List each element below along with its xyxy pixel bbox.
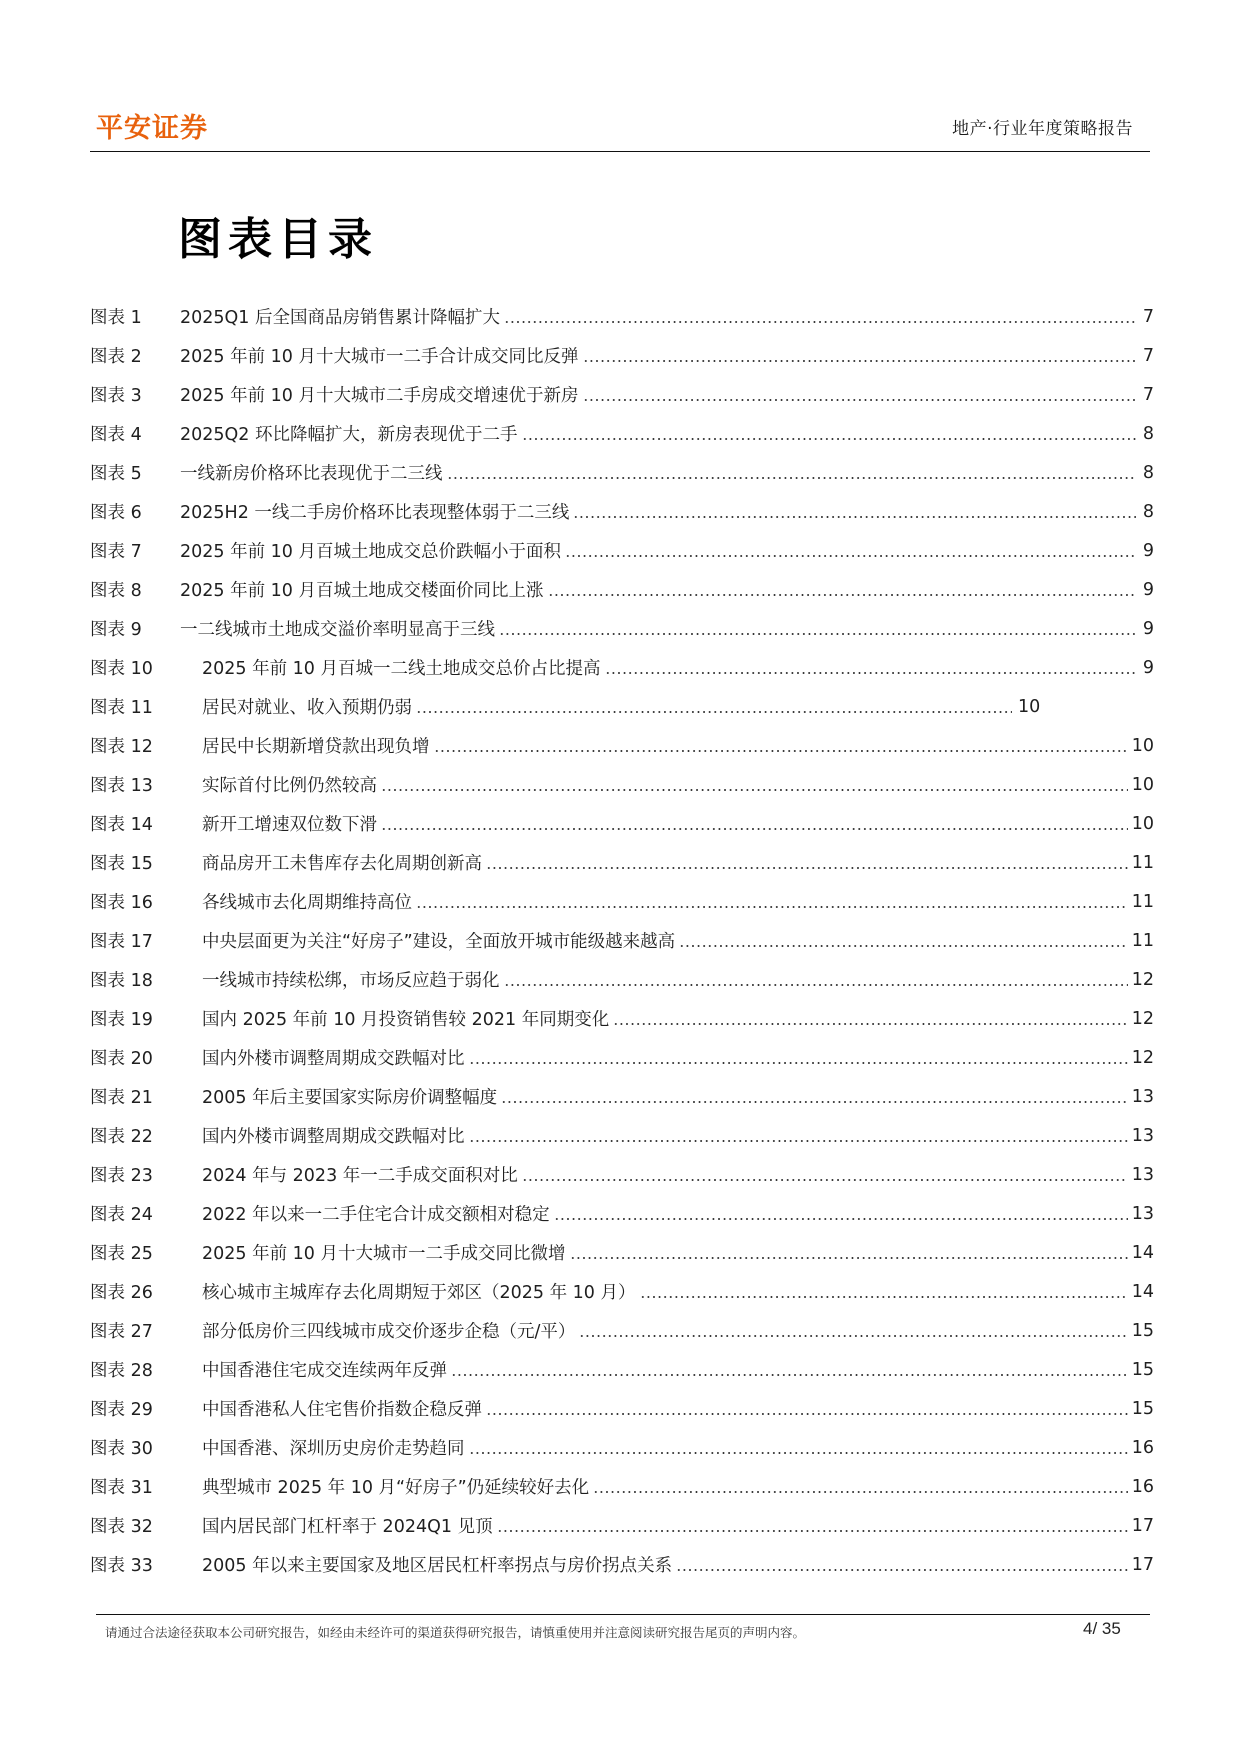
page-number[interactable]: 10: [1131, 774, 1154, 795]
figure-label: 图表 11: [90, 698, 153, 718]
page-number[interactable]: 8: [1142, 501, 1154, 522]
figure-title[interactable]: 居民中长期新增贷款出现负增: [202, 737, 430, 757]
figure-title[interactable]: 一线城市持续松绑，市场反应趋于弱化: [202, 971, 500, 991]
figure-label: 图表 5: [90, 464, 142, 484]
toc-entry[interactable]: [90, 414, 1154, 453]
figure-label: 图表 31: [90, 1478, 153, 1498]
dot-leader: [640, 1296, 1128, 1298]
toc-entry[interactable]: [90, 336, 1154, 375]
page-number[interactable]: 9: [1142, 618, 1154, 639]
dot-leader: [613, 1023, 1128, 1025]
figure-title[interactable]: 2025 年前 10 月百城土地成交总价跌幅小于面积: [180, 542, 561, 562]
dot-leader: [469, 1062, 1128, 1064]
page-number[interactable]: 11: [1131, 930, 1154, 951]
figure-title[interactable]: 部分低房价三四线城市成交价逐步企稳（元/平）: [202, 1322, 576, 1342]
toc-entry[interactable]: [90, 375, 1154, 414]
dot-leader: [416, 711, 1012, 713]
toc-entry[interactable]: [90, 1545, 1154, 1584]
figure-label: 图表 10: [90, 659, 153, 679]
figure-title[interactable]: 2025 年前 10 月十大城市一二手合计成交同比反弹: [180, 347, 579, 367]
figure-title[interactable]: 实际首付比例仍然较高: [202, 776, 377, 796]
figure-title[interactable]: 一二线城市土地成交溢价率明显高于三线: [180, 620, 495, 640]
toc-entry[interactable]: [90, 687, 1154, 726]
page-number[interactable]: 11: [1131, 852, 1154, 873]
toc-entry[interactable]: [90, 570, 1154, 609]
toc-entry[interactable]: [90, 999, 1154, 1038]
page-number[interactable]: 9: [1142, 579, 1154, 600]
toc-entry[interactable]: [90, 492, 1154, 531]
toc-entry[interactable]: [90, 1389, 1154, 1428]
dot-leader: [486, 867, 1128, 869]
figure-label: 图表 8: [90, 581, 142, 601]
figure-label: 图表 3: [90, 386, 142, 406]
dot-leader: [570, 1257, 1128, 1259]
dot-leader: [554, 1218, 1128, 1220]
dot-leader: [497, 1530, 1128, 1532]
dot-leader: [676, 1569, 1128, 1571]
dot-leader: [416, 906, 1128, 908]
figure-label: 图表 17: [90, 932, 153, 952]
figure-title[interactable]: 新开工增速双位数下滑: [202, 815, 377, 835]
figure-title[interactable]: 国内 2025 年前 10 月投资销售较 2021 年同期变化: [202, 1010, 610, 1030]
dot-leader: [504, 984, 1128, 986]
figure-title[interactable]: 2024 年与 2023 年一二手成交面积对比: [202, 1166, 518, 1186]
toc-entry[interactable]: [90, 531, 1154, 570]
figure-label: 图表 29: [90, 1400, 153, 1420]
page-title: 图表目录: [178, 214, 378, 265]
figure-label: 图表 2: [90, 347, 142, 367]
figure-label: 图表 20: [90, 1049, 153, 1069]
page-number[interactable]: 14: [1131, 1242, 1154, 1263]
figure-title[interactable]: 中央层面更为关注“好房子”建设，全面放开城市能级越来越高: [202, 932, 676, 952]
page-number[interactable]: 10: [1018, 696, 1041, 717]
figure-title[interactable]: 2025H2 一线二手房价格环比表现整体弱于二三线: [180, 503, 570, 523]
figure-title[interactable]: 2022 年以来一二手住宅合计成交额相对稳定: [202, 1205, 550, 1225]
figure-title[interactable]: 核心城市主城库存去化周期短于郊区（2025 年 10 月）: [202, 1283, 636, 1303]
toc-entry[interactable]: [90, 1116, 1154, 1155]
figure-label: 图表 25: [90, 1244, 153, 1264]
dot-leader: [469, 1452, 1128, 1454]
figure-label: 图表 7: [90, 542, 142, 562]
header-divider: [90, 151, 1150, 152]
page-number[interactable]: 14: [1131, 1281, 1154, 1302]
toc-entry[interactable]: [90, 1467, 1154, 1506]
figure-label: 图表 26: [90, 1283, 153, 1303]
figure-title[interactable]: 2025 年前 10 月十大城市二手房成交增速优于新房: [180, 386, 579, 406]
figure-label: 图表 12: [90, 737, 153, 757]
figure-label: 图表 1: [90, 308, 142, 328]
dot-leader: [451, 1374, 1128, 1376]
page-number[interactable]: 9: [1142, 540, 1154, 561]
toc-entry[interactable]: [90, 882, 1154, 921]
dot-leader: [583, 399, 1137, 401]
figure-label: 图表 16: [90, 893, 153, 913]
dot-leader: [548, 594, 1137, 596]
figure-label: 图表 13: [90, 776, 153, 796]
page-number[interactable]: 7: [1142, 345, 1154, 366]
page-number[interactable]: 17: [1131, 1515, 1154, 1536]
dot-leader: [486, 1413, 1128, 1415]
page-number[interactable]: 16: [1131, 1437, 1154, 1458]
figure-title[interactable]: 居民对就业、收入预期仍弱: [202, 698, 412, 718]
dot-leader: [605, 672, 1137, 674]
page-number[interactable]: 7: [1142, 384, 1154, 405]
toc-entry[interactable]: [90, 765, 1154, 804]
figure-title[interactable]: 2025Q1 后全国商品房销售累计降幅扩大: [180, 308, 501, 328]
figure-title[interactable]: 国内外楼市调整周期成交跌幅对比: [202, 1049, 465, 1069]
toc-entry[interactable]: [90, 1077, 1154, 1116]
figure-title[interactable]: 国内外楼市调整周期成交跌幅对比: [202, 1127, 465, 1147]
toc-entry[interactable]: [90, 1311, 1154, 1350]
dot-leader: [579, 1335, 1127, 1337]
figure-title[interactable]: 2025Q2 环比降幅扩大，新房表现优于二手: [180, 425, 518, 445]
toc-entry[interactable]: [90, 1506, 1154, 1545]
page-number[interactable]: 15: [1131, 1398, 1154, 1419]
figure-label: 图表 15: [90, 854, 153, 874]
dot-leader: [499, 633, 1136, 635]
dot-leader: [447, 477, 1137, 479]
dot-leader: [522, 438, 1136, 440]
figure-label: 图表 19: [90, 1010, 153, 1030]
page-number[interactable]: 13: [1131, 1125, 1154, 1146]
company-logo: 平安证券: [96, 113, 208, 144]
figure-label: 图表 30: [90, 1439, 153, 1459]
page-number[interactable]: 9: [1142, 657, 1154, 678]
page-number[interactable]: 8: [1142, 423, 1154, 444]
figure-label: 图表 32: [90, 1517, 153, 1537]
figure-title[interactable]: 典型城市 2025 年 10 月“好房子”仍延续较好去化: [202, 1478, 590, 1498]
dot-leader: [381, 789, 1128, 791]
figure-label: 图表 24: [90, 1205, 153, 1225]
page-number[interactable]: 8: [1142, 462, 1154, 483]
figure-title[interactable]: 中国香港私人住宅售价指数企稳反弹: [202, 1400, 482, 1420]
page-number[interactable]: 10: [1131, 813, 1154, 834]
page-number[interactable]: 15: [1131, 1320, 1154, 1341]
figure-label: 图表 23: [90, 1166, 153, 1186]
toc-entry[interactable]: [90, 1233, 1154, 1272]
figure-label: 图表 22: [90, 1127, 153, 1147]
figure-label: 图表 4: [90, 425, 142, 445]
figure-title[interactable]: 国内居民部门杠杆率于 2024Q1 见顶: [202, 1517, 493, 1537]
toc-entry[interactable]: [90, 453, 1154, 492]
dot-leader: [504, 321, 1136, 323]
page-number[interactable]: 11: [1131, 891, 1154, 912]
dot-leader: [583, 360, 1137, 362]
dot-leader: [565, 555, 1136, 557]
page-number[interactable]: 12: [1131, 1047, 1154, 1068]
toc-entry[interactable]: [90, 297, 1154, 336]
page-number[interactable]: 16: [1131, 1476, 1154, 1497]
figure-label: 图表 18: [90, 971, 153, 991]
page-number[interactable]: 12: [1131, 969, 1154, 990]
toc-entry[interactable]: [90, 648, 1154, 687]
figure-label: 图表 28: [90, 1361, 153, 1381]
toc-entry[interactable]: [90, 960, 1154, 999]
figure-label: 图表 6: [90, 503, 142, 523]
figure-title[interactable]: 各线城市去化周期维持高位: [202, 893, 412, 913]
figure-title[interactable]: 中国香港住宅成交连续两年反弹: [202, 1361, 447, 1381]
page-indicator: 4/ 35: [1083, 1619, 1121, 1638]
figure-title[interactable]: 2025 年前 10 月十大城市一二手成交同比微增: [202, 1244, 566, 1264]
dot-leader: [469, 1140, 1128, 1142]
page-number[interactable]: 7: [1142, 306, 1154, 327]
toc-entry[interactable]: [90, 1272, 1154, 1311]
toc-entry[interactable]: [90, 921, 1154, 960]
dot-leader: [501, 1101, 1128, 1103]
toc-entry[interactable]: [90, 1038, 1154, 1077]
figure-toc-list: [90, 297, 1154, 1584]
figure-title[interactable]: 商品房开工未售库存去化周期创新高: [202, 854, 482, 874]
figure-label: 图表 21: [90, 1088, 153, 1108]
figure-title[interactable]: 2005 年以来主要国家及地区居民杠杆率拐点与房价拐点关系: [202, 1556, 673, 1576]
figure-title[interactable]: 2025 年前 10 月百城一二线土地成交总价占比提高: [202, 659, 601, 679]
footer-divider: [96, 1614, 1150, 1615]
dot-leader: [573, 516, 1136, 518]
toc-entry[interactable]: [90, 1194, 1154, 1233]
page-number[interactable]: 12: [1131, 1008, 1154, 1029]
figure-title[interactable]: 2005 年后主要国家实际房价调整幅度: [202, 1088, 498, 1108]
page-number[interactable]: 10: [1131, 735, 1154, 756]
figure-label: 图表 27: [90, 1322, 153, 1342]
page-number[interactable]: 15: [1131, 1359, 1154, 1380]
dot-leader: [679, 945, 1128, 947]
dot-leader: [381, 828, 1128, 830]
figure-title[interactable]: 一线新房价格环比表现优于二三线: [180, 464, 443, 484]
page-number[interactable]: 13: [1131, 1203, 1154, 1224]
dot-leader: [434, 750, 1128, 752]
toc-entry[interactable]: [90, 843, 1154, 882]
footer-disclaimer: 请通过合法途径获取本公司研究报告，如经由未经许可的渠道获得研究报告，请慎重使用并注意阅读研究报告尾页的声明内容。: [105, 1625, 806, 1640]
dot-leader: [522, 1179, 1128, 1181]
page-number[interactable]: 13: [1131, 1086, 1154, 1107]
dot-leader: [593, 1491, 1128, 1493]
toc-entry[interactable]: [90, 804, 1154, 843]
toc-entry[interactable]: [90, 1428, 1154, 1467]
page-number[interactable]: 13: [1131, 1164, 1154, 1185]
report-type: 地产·行业年度策略报告: [952, 119, 1133, 139]
toc-entry[interactable]: [90, 726, 1154, 765]
page-number[interactable]: 17: [1131, 1554, 1154, 1575]
toc-entry[interactable]: [90, 609, 1154, 648]
figure-title[interactable]: 2025 年前 10 月百城土地成交楼面价同比上涨: [180, 581, 544, 601]
toc-entry[interactable]: [90, 1350, 1154, 1389]
figure-label: 图表 33: [90, 1556, 153, 1576]
toc-entry[interactable]: [90, 1155, 1154, 1194]
figure-label: 图表 14: [90, 815, 153, 835]
figure-title[interactable]: 中国香港、深圳历史房价走势趋同: [202, 1439, 465, 1459]
figure-label: 图表 9: [90, 620, 142, 640]
